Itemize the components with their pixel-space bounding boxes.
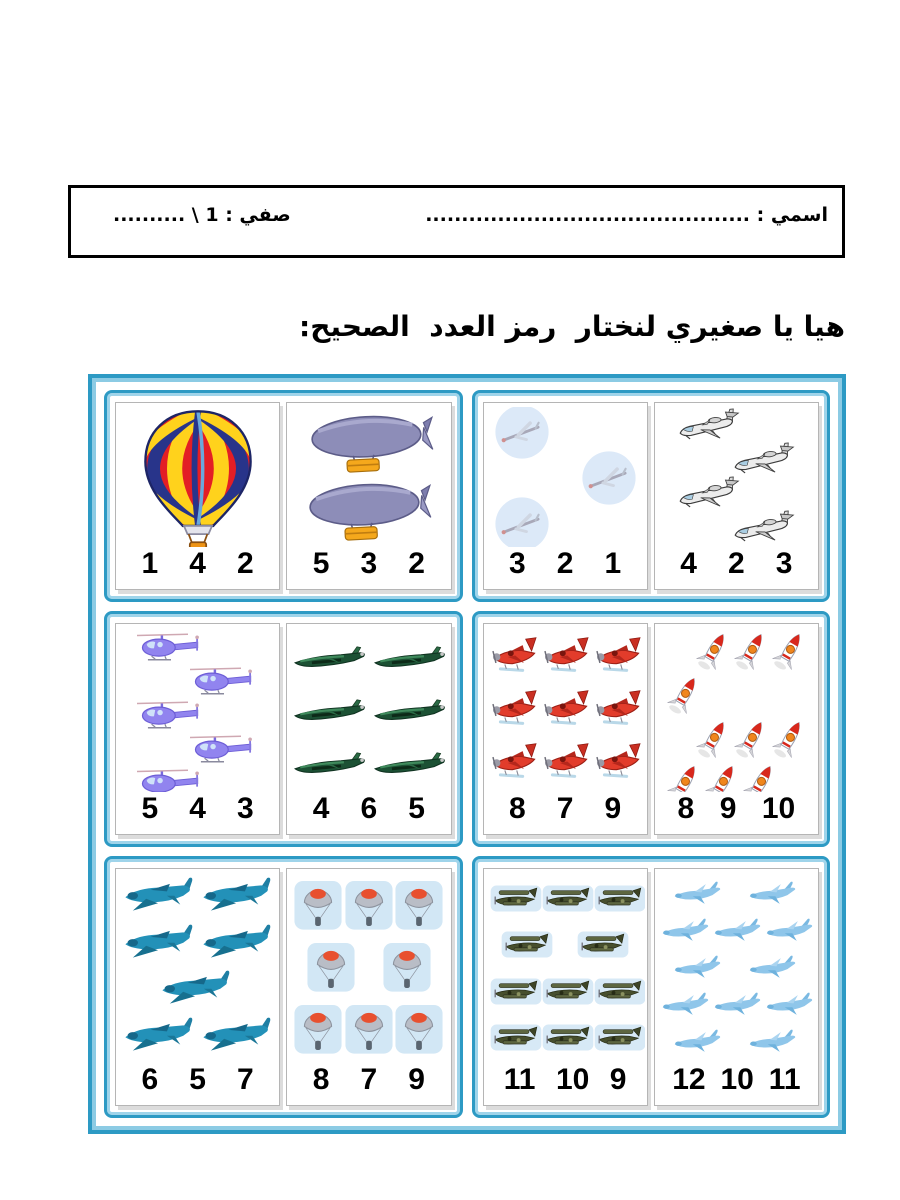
number-option-7[interactable]: 7 [556,792,574,825]
gray-jet-icon [720,441,808,479]
number-option-11[interactable]: 11 [503,1063,536,1096]
number-options [289,792,448,832]
rocket-icon [694,718,732,762]
green-jet-icon [373,641,448,673]
panel-biplanes-bluejets [472,856,831,1118]
count-cell-hot-air-balloon [115,402,280,590]
camo-biplane-icon [594,882,645,915]
number-option-8[interactable]: 8 [677,792,695,825]
number-option-6[interactable]: 6 [141,1063,159,1096]
class-field: صفي : 1 \ .......... [113,204,291,226]
number-option-4[interactable]: 4 [680,547,697,580]
number-option-5[interactable]: 5 [408,792,425,825]
number-options [118,547,277,587]
parachute-icon [344,878,394,934]
number-option-7[interactable]: 7 [360,1063,378,1096]
teal-plane-icon [200,1015,277,1061]
red-plane-icon [490,688,542,732]
picture-area [289,873,448,1063]
number-option-1[interactable]: 1 [604,547,622,580]
blue-jet-icon [748,1025,800,1059]
number-options [118,792,277,832]
count-cell-blue-jet [654,868,819,1106]
parachute-icon [293,878,343,934]
count-cell-camo-biplane [483,868,648,1106]
number-option-10[interactable]: 10 [720,1063,754,1096]
panel-tealplanes-parachutes [104,856,463,1118]
number-option-4[interactable]: 4 [189,792,206,825]
name-class-box [68,185,845,258]
count-cell-gray-jet [654,402,819,590]
picture-area [486,628,645,792]
rocket-icon [732,718,770,762]
camo-biplane-icon [577,928,629,961]
rocket-icon [703,762,741,792]
number-option-2[interactable]: 2 [728,547,745,580]
count-cell-rocket [654,623,819,835]
red-plane-icon [490,635,542,679]
green-jet-icon [373,694,448,726]
helicopter-icon [179,732,269,766]
count-cell-parachute [286,868,451,1106]
rocket-icon [770,630,808,674]
number-option-2[interactable]: 2 [237,547,254,580]
teal-plane-icon [200,875,277,921]
number-options [657,1063,816,1103]
number-options [289,1063,448,1103]
rocket-icon [770,718,808,762]
gray-jet-icon [665,407,753,445]
red-plane-icon [542,741,594,785]
blue-jet-icon [673,877,725,911]
panel-helicopters-greenjets [104,611,463,847]
number-option-11[interactable]: 11 [768,1063,801,1096]
panel-gliders-jets [472,390,831,602]
picture-area [289,407,448,547]
camo-biplane-icon [594,1021,645,1054]
number-option-4[interactable]: 4 [189,547,206,580]
green-jet-icon [373,747,448,779]
camo-biplane-icon [501,928,553,961]
count-cell-green-jet [286,623,451,835]
parachute-icon [344,1002,394,1058]
number-options [486,792,645,832]
camo-biplane-icon [542,882,594,915]
worksheet-title: هيا يا صغيري لنختار رمز العدد الصحيح: [299,310,845,343]
blue-jet-icon [673,951,725,985]
number-option-1[interactable]: 1 [141,547,159,580]
gray-jet-icon [665,475,753,513]
number-option-9[interactable]: 9 [604,792,622,825]
number-options [657,792,816,832]
blue-jet-icon [661,988,713,1022]
number-option-12[interactable]: 12 [672,1063,706,1096]
camo-biplane-icon [594,975,645,1008]
count-cell-helicopter [115,623,280,835]
red-plane-icon [490,741,542,785]
number-option-10[interactable]: 10 [761,792,796,825]
parachute-icon [306,940,356,996]
teal-plane-icon [200,922,277,968]
number-option-5[interactable]: 5 [189,1063,206,1096]
helicopter-icon [179,664,269,698]
number-options [289,547,448,587]
picture-area [289,628,448,792]
number-option-7[interactable]: 7 [237,1063,254,1096]
number-option-2[interactable]: 2 [556,547,574,580]
count-cell-red-plane [483,623,648,835]
picture-area [657,628,816,792]
parachute-icon [382,940,432,996]
number-option-5[interactable]: 5 [141,792,159,825]
rocket-icon [741,762,779,792]
number-option-3[interactable]: 3 [775,547,793,580]
blimp-icon [295,479,441,543]
circle-plane-icon [494,496,550,547]
camo-biplane-icon [542,975,594,1008]
hot-air-balloon-icon [138,409,258,547]
picture-area [118,628,277,792]
green-jet-icon [293,694,373,726]
parachute-icon [394,878,444,934]
camo-biplane-icon [542,1021,594,1054]
count-cell-circle-plane [483,402,648,590]
picture-area [486,407,645,547]
number-option-8[interactable]: 8 [312,1063,330,1096]
number-option-2[interactable]: 2 [408,547,425,580]
red-plane-icon [594,741,645,785]
number-option-9[interactable]: 9 [719,792,737,825]
worksheet-grid [88,374,846,1134]
picture-area [118,407,277,547]
number-options [118,1063,277,1103]
blue-jet-icon [673,1025,725,1059]
blue-jet-icon [748,951,800,985]
blue-jet-icon [713,914,765,948]
red-plane-icon [542,688,594,732]
number-option-10[interactable]: 10 [555,1063,590,1096]
rocket-icon [665,674,703,718]
picture-area [118,873,277,1063]
number-option-4[interactable]: 4 [312,792,330,825]
blimp-icon [297,411,443,475]
red-plane-icon [594,635,645,679]
number-options [486,547,645,587]
parachute-icon [293,1002,343,1058]
number-option-9[interactable]: 9 [408,1063,425,1096]
blue-jet-icon [748,877,800,911]
picture-area [657,873,816,1063]
teal-plane-icon [122,922,200,968]
camo-biplane-icon [490,975,542,1008]
circle-plane-icon [581,450,637,506]
blue-jet-icon [713,988,765,1022]
teal-plane-icon [122,1015,200,1061]
picture-area [486,873,645,1063]
number-options [657,547,816,587]
number-option-5[interactable]: 5 [312,547,330,580]
rocket-icon [732,630,770,674]
blue-jet-icon [765,988,816,1022]
red-plane-icon [542,635,594,679]
number-option-9[interactable]: 9 [609,1063,627,1096]
panel-balloon-blimps [104,390,463,602]
blue-jet-icon [661,914,713,948]
number-option-8[interactable]: 8 [509,792,526,825]
circle-plane-icon [494,407,550,460]
helicopter-icon [126,698,216,732]
count-cell-teal-plane [115,868,280,1106]
number-option-3[interactable]: 3 [360,547,378,580]
red-plane-icon [594,688,645,732]
panel-redplanes-rockets [472,611,831,847]
camo-biplane-icon [490,1021,542,1054]
blue-jet-icon [765,914,816,948]
helicopter-icon [126,630,216,664]
gray-jet-icon [720,509,808,547]
number-option-3[interactable]: 3 [237,792,254,825]
teal-plane-icon [159,968,237,1014]
parachute-icon [394,1002,444,1058]
name-field: اسمي : ............................................. [425,204,828,226]
rocket-icon [665,762,703,792]
count-cell-blimp [286,402,451,590]
helicopter-icon [126,766,216,792]
green-jet-icon [293,641,373,673]
picture-area [657,407,816,547]
number-option-6[interactable]: 6 [360,792,378,825]
camo-biplane-icon [490,882,542,915]
rocket-icon [694,630,732,674]
number-option-3[interactable]: 3 [509,547,526,580]
green-jet-icon [293,747,373,779]
number-options [486,1063,645,1103]
teal-plane-icon [122,875,200,921]
